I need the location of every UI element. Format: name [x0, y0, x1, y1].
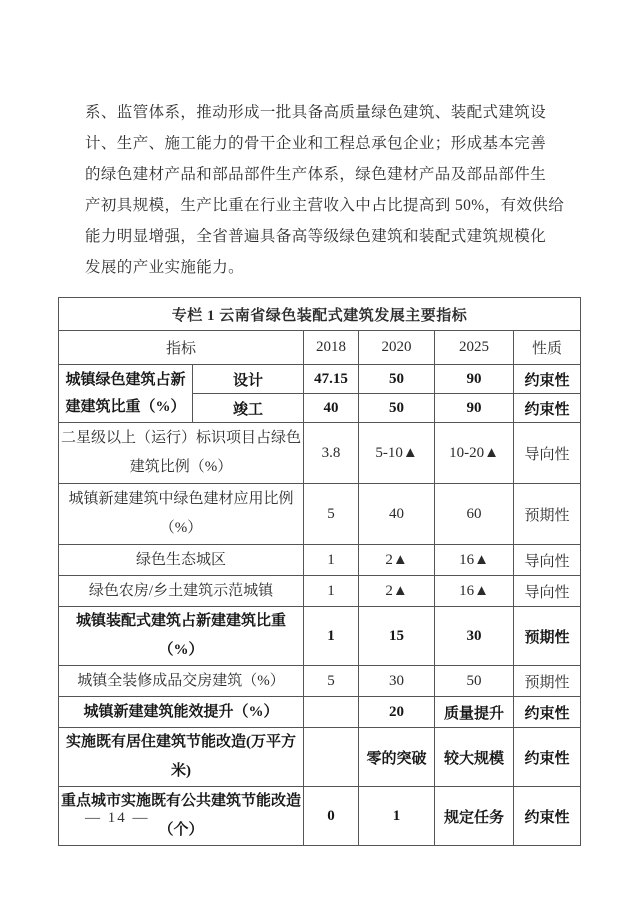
indicator-row	[59, 484, 581, 545]
value-2018: 47.15	[304, 365, 359, 394]
sub-indicator-design: 设计	[193, 365, 304, 394]
value-2025: 30	[435, 607, 514, 666]
paragraph-line: 能力明显增强，全省普遍具备高等级绿色建筑和装配式建筑规模化	[85, 228, 547, 245]
indicator-label: 城镇新建建筑中绿色建材应用比例（%）	[59, 484, 304, 545]
nature-value: 约束性	[514, 787, 581, 846]
indicator-row	[59, 728, 581, 787]
indicator-label: 实施既有居住建筑节能改造(万平方米)	[59, 728, 304, 787]
value-2018	[304, 697, 359, 728]
nature-value: 约束性	[514, 394, 581, 423]
col-header-2018: 2018	[304, 331, 359, 365]
indicator-row	[59, 545, 581, 576]
paragraph-line: 发展的产业实施能力。	[85, 259, 245, 276]
value-2018	[304, 728, 359, 787]
value-2025: 质量提升	[435, 697, 514, 728]
indicator-label: 绿色农房/乡土建筑示范城镇	[59, 576, 304, 607]
nature-value: 导向性	[514, 423, 581, 484]
value-2025: 规定任务	[435, 787, 514, 846]
body-paragraph	[85, 97, 565, 283]
col-header-nature: 性质	[514, 331, 581, 365]
value-2025: 较大规模	[435, 728, 514, 787]
table-title-row	[59, 298, 581, 331]
indicator-row-green-design	[59, 365, 581, 394]
value-2018: 5	[304, 666, 359, 697]
value-2020: 50	[359, 365, 435, 394]
nature-value: 预期性	[514, 484, 581, 545]
value-2018: 40	[304, 394, 359, 423]
value-2018: 0	[304, 787, 359, 846]
indicator-label: 城镇绿色建筑占新建建筑比重（%）	[59, 365, 193, 423]
value-2025: 90	[435, 365, 514, 394]
indicator-label: 绿色生态城区	[59, 545, 304, 576]
value-2018: 1	[304, 576, 359, 607]
value-2020: 5-10▲	[359, 423, 435, 484]
table-header-row	[59, 331, 581, 365]
indicator-row	[59, 697, 581, 728]
value-2020: 20	[359, 697, 435, 728]
value-2020: 零的突破	[359, 728, 435, 787]
value-2025: 50	[435, 666, 514, 697]
value-2018: 5	[304, 484, 359, 545]
indicator-label: 城镇装配式建筑占新建建筑比重（%）	[59, 607, 304, 666]
value-2020: 30	[359, 666, 435, 697]
value-2020: 2▲	[359, 576, 435, 607]
paragraph-line: 产初具规模，生产比重在行业主营收入中占比提高到 50%，有效供给	[85, 197, 565, 214]
indicator-label: 二星级以上（运行）标识项目占绿色建筑比例（%）	[59, 423, 304, 484]
value-2020: 50	[359, 394, 435, 423]
indicator-row	[59, 607, 581, 666]
col-header-2020: 2020	[359, 331, 435, 365]
sub-indicator-completion: 竣工	[193, 394, 304, 423]
value-2020: 2▲	[359, 545, 435, 576]
page-number: — 14 —	[85, 810, 150, 826]
value-2018: 1	[304, 607, 359, 666]
paragraph-line: 计、生产、施工能力的骨干企业和工程总承包企业；形成基本完善	[85, 135, 547, 152]
nature-value: 导向性	[514, 576, 581, 607]
col-header-2025: 2025	[435, 331, 514, 365]
indicator-label: 城镇全装修成品交房建筑（%）	[59, 666, 304, 697]
indicator-label: 城镇新建建筑能效提升（%）	[59, 697, 304, 728]
nature-value: 约束性	[514, 728, 581, 787]
value-2018: 3.8	[304, 423, 359, 484]
value-2025: 90	[435, 394, 514, 423]
value-2020: 15	[359, 607, 435, 666]
nature-value: 预期性	[514, 607, 581, 666]
indicators-table	[58, 297, 581, 846]
nature-value: 约束性	[514, 365, 581, 394]
nature-value: 导向性	[514, 545, 581, 576]
value-2025: 16▲	[435, 545, 514, 576]
value-2020: 40	[359, 484, 435, 545]
paragraph-line: 的绿色建材产品和部品部件生产体系，绿色建材产品及部品部件生	[85, 166, 547, 183]
value-2025: 10-20▲	[435, 423, 514, 484]
indicator-row	[59, 576, 581, 607]
value-2025: 16▲	[435, 576, 514, 607]
nature-value: 预期性	[514, 666, 581, 697]
indicator-label: 重点城市实施既有公共建筑节能改造（个）	[59, 787, 304, 846]
value-2018: 1	[304, 545, 359, 576]
value-2020: 1	[359, 787, 435, 846]
col-header-indicator: 指标	[59, 331, 304, 365]
table-title: 专栏 1 云南省绿色装配式建筑发展主要指标	[59, 298, 581, 331]
indicator-row	[59, 423, 581, 484]
nature-value: 约束性	[514, 697, 581, 728]
indicator-row	[59, 666, 581, 697]
paragraph-line: 系、监管体系，推动形成一批具备高质量绿色建筑、装配式建筑设	[85, 104, 547, 121]
value-2025: 60	[435, 484, 514, 545]
